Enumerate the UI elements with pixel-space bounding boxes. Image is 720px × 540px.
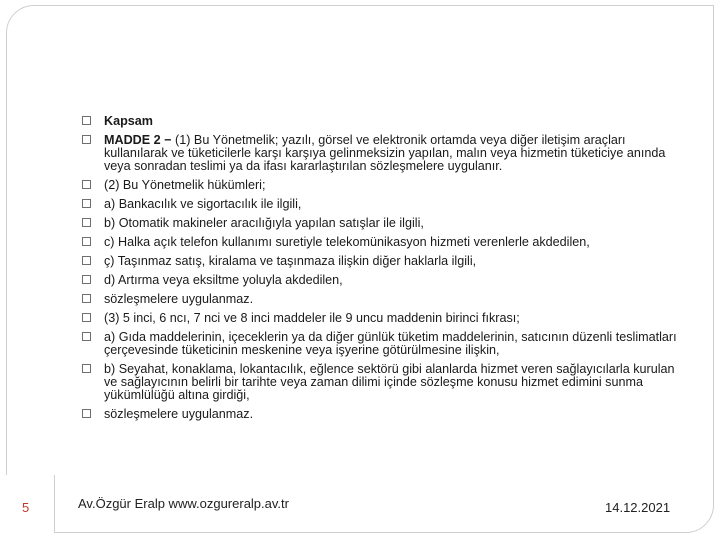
bullet-square-icon — [82, 199, 91, 208]
bullet-square-icon — [82, 332, 91, 341]
bullet-item — [82, 293, 682, 306]
bullet-item — [82, 198, 682, 211]
bullet-text: ç) Taşınmaz satış, kiralama ve taşınmaza ilişkin diğer haklarla ilgili, — [104, 254, 477, 268]
bullet-square-icon — [82, 237, 91, 246]
bullet-item — [82, 331, 682, 357]
bullet-item — [82, 134, 682, 173]
bullet-text: b) Seyahat, konaklama, lokantacılık, eğlence sektörü gibi alanlarda hizmet veren sağlayıcılarla kurulan ve sağlayıcının belirli bir tarihte veya zaman dilimi içinde sözleşme konusu hizmet edimini sunma yükümlülüğü altına girdiği, — [104, 362, 675, 402]
bullet-text: sözleşmelere uygulanmaz. — [104, 407, 254, 421]
bullet-text: (2) Bu Yönetmelik hükümleri; — [104, 178, 266, 192]
bullet-square-icon — [82, 313, 91, 322]
bullet-item — [82, 363, 682, 402]
bullet-square-icon — [82, 256, 91, 265]
bullet-text: (1) Bu Yönetmelik; yazılı, görsel ve elektronik ortamda veya diğer iletişim araçları kullanılarak ve tüketicilerle karşı karşıya gelinmeksizin yapılan, malın veya hizmetin tüketiciye anında veya sonradan teslimi ya da ifası kararlaştırılan sözleşmelere uygulanır. — [104, 133, 666, 173]
bullet-square-icon — [82, 180, 91, 189]
bullet-square-icon — [82, 294, 91, 303]
footer-accent — [6, 475, 55, 533]
bullet-item — [82, 312, 682, 325]
bullet-item — [82, 179, 682, 192]
bullet-square-icon — [82, 218, 91, 227]
bullet-text: b) Otomatik makineler aracılığıyla yapılan satışlar ile ilgili, — [104, 216, 424, 230]
page-number: 5 — [22, 500, 30, 515]
bullet-square-icon — [82, 275, 91, 284]
bullet-item — [82, 236, 682, 249]
bullet-item — [82, 115, 682, 128]
bullet-text: c) Halka açık telefon kullanımı suretiyle telekomünikasyon hizmeti verenlerle akdedilen, — [104, 235, 590, 249]
bullet-square-icon — [82, 364, 91, 373]
bullet-square-icon — [82, 409, 91, 418]
bullet-text: (3) 5 inci, 6 ncı, 7 nci ve 8 inci maddeler ile 9 uncu maddenin birinci fıkrası; — [104, 311, 520, 325]
footer-author: Av.Özgür Eralp www.ozgureralp.av.tr — [78, 496, 289, 511]
bullet-text: sözleşmelere uygulanmaz. — [104, 292, 254, 306]
bullet-square-icon — [82, 135, 91, 144]
bullet-square-icon — [82, 116, 91, 125]
bullet-item — [82, 274, 682, 287]
bullet-item — [82, 408, 682, 421]
bullet-item — [82, 255, 682, 268]
bullet-item — [82, 217, 682, 230]
bullet-text: d) Artırma veya eksiltme yoluyla akdedilen, — [104, 273, 343, 287]
bullet-text: Kapsam — [104, 114, 153, 128]
footer-date: 14.12.2021 — [605, 500, 671, 515]
bullet-text: a) Bankacılık ve sigortacılık ile ilgili, — [104, 197, 302, 211]
bullet-text: a) Gıda maddelerinin, içeceklerin ya da diğer günlük tüketim maddelerinin, satıcının düzenli teslimatları çerçevesinde tüketicinin meskenine veya işyerine götürülmesine ilişkin, — [104, 330, 677, 357]
article-lead: MADDE 2 − — [104, 133, 176, 147]
slide-content — [82, 115, 682, 427]
